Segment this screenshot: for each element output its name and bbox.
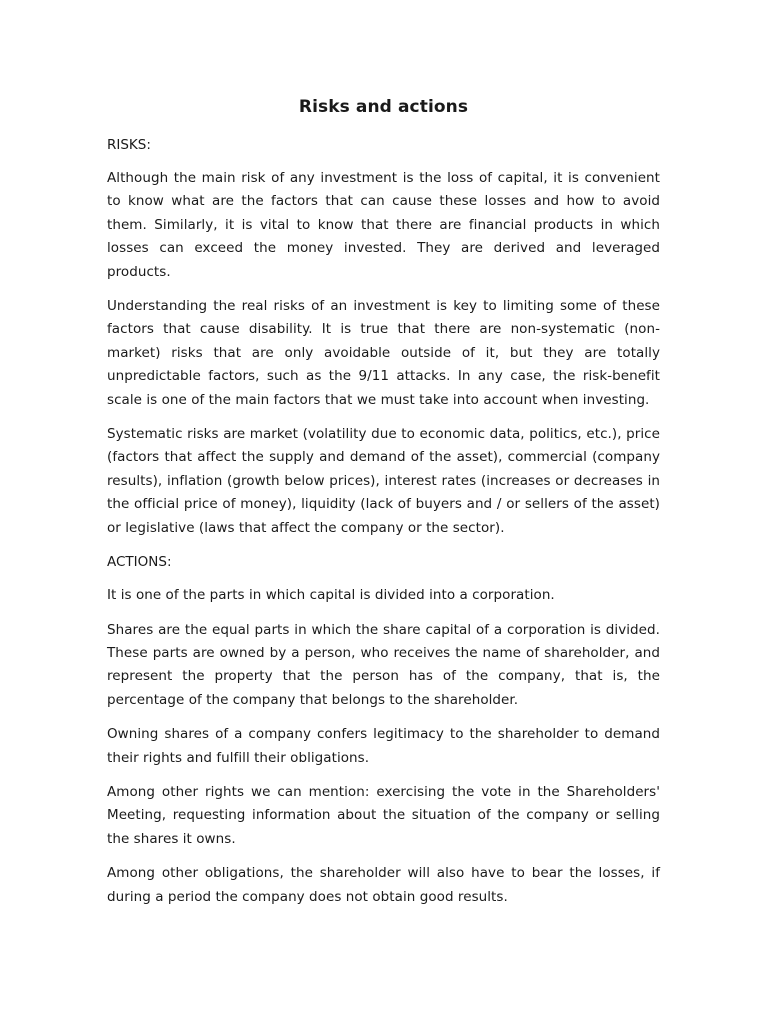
actions-paragraph-1: It is one of the parts in which capital is divided into a corporation. (107, 587, 555, 604)
actions-paragraph-5: Among other obligations, the shareholder will also have to bear the losses, if during a period the company does not obtain good results. (107, 865, 660, 905)
page-title: Risks and actions (298, 97, 469, 117)
risks-paragraph-1: Although the main risk of any investment is the loss of capital, it is convenient to know what are the factors that can cause these losses and how to avoid them. Similarly, it is vital to know that there are financial products in which losses can exceed the money invested. They are derived and leveraged products. (107, 170, 660, 280)
actions-paragraph-4: Among other rights we can mention: exercising the vote in the Shareholders' Meeting, requesting information about the situation of the company or selling the shares it owns. (107, 783, 660, 847)
risks-heading: RISKS: (107, 137, 151, 153)
risks-paragraph-3: Systematic risks are market (volatility due to economic data, politics, etc.), price (factors that affect the supply and demand of the asset), commercial (company results), inflation (growth below prices), interest rates (increases or decreases in the official price of money), liquidity (lack of buyers and / or sellers of the asset) or legislative (laws that affect the company or the sector). (107, 426, 660, 536)
risks-paragraph-2: Understanding the real risks of an investment is key to limiting some of these factors that cause disability. It is true that there are non-systematic (non-market) risks that are only avoidable outside of it, but they are totally unpredictable factors, such as the 9/11 attacks. In any case, the risk-benefit scale is one of the main factors that we must take into account when investing. (107, 298, 660, 408)
document-page (107, 94, 660, 920)
actions-heading: ACTIONS: (107, 554, 172, 571)
actions-paragraph-2: Shares are the equal parts in which the share capital of a corporation is divided. These parts are owned by a person, who receives the name of shareholder, and represent the property that the person has of the company, that is, the percentage of the company that belongs to the shareholder. (107, 621, 660, 708)
actions-paragraph-3: Owning shares of a company confers legitimacy to the shareholder to demand their rights and fulfill their obligations. (107, 726, 660, 766)
